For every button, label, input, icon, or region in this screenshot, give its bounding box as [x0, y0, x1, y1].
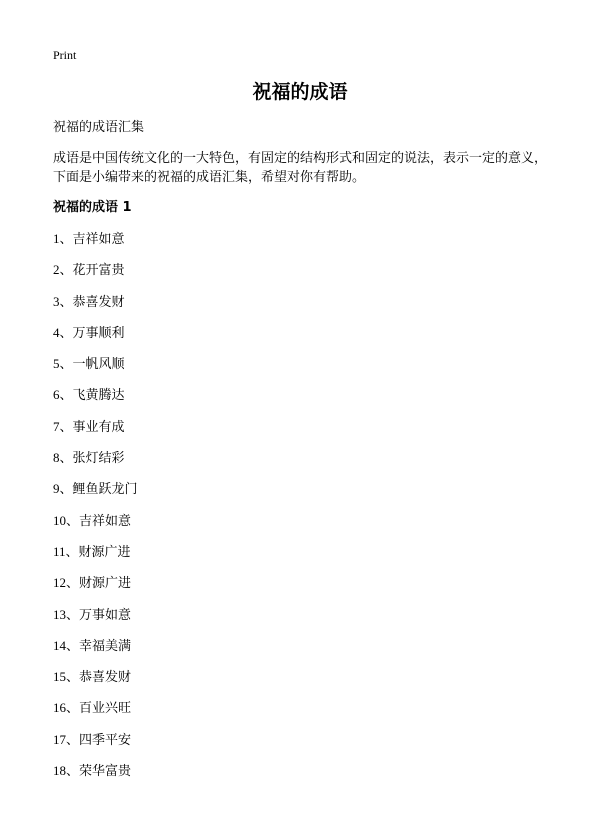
list-item-number: 17	[53, 731, 66, 747]
list-item-number: 8	[53, 450, 60, 466]
list-item-number: 15	[53, 669, 66, 685]
list-item	[53, 293, 138, 324]
list-item-text: 荣华富贵	[79, 764, 132, 780]
list-item-separator: 、	[66, 607, 80, 623]
list-item-text: 万事如意	[79, 607, 132, 623]
list-item-number: 7	[53, 418, 60, 434]
idiom-list	[53, 230, 138, 793]
list-item-separator: 、	[66, 670, 80, 686]
list-item-text: 四季平安	[79, 732, 132, 748]
list-item-number: 3	[53, 293, 60, 309]
list-item	[53, 418, 138, 449]
list-item-text: 财源广进	[79, 576, 132, 592]
list-item-separator: 、	[59, 419, 73, 435]
list-item	[53, 543, 138, 574]
list-item	[53, 762, 138, 793]
list-item-number: 9	[53, 481, 60, 497]
list-item	[53, 230, 138, 261]
list-item-separator: 、	[59, 451, 73, 467]
list-item-number: 18	[53, 763, 66, 779]
list-item-text: 恭喜发财	[79, 670, 132, 686]
list-item-separator: 、	[59, 357, 73, 373]
list-item-separator: 、	[59, 325, 73, 341]
list-item	[53, 731, 138, 762]
list-item-number: 6	[53, 387, 60, 403]
list-item	[53, 480, 138, 511]
list-item-number: 5	[53, 356, 60, 372]
list-item-separator: 、	[65, 544, 79, 560]
list-item-text: 花开富贵	[72, 263, 125, 279]
list-item-separator: 、	[66, 576, 80, 592]
list-item-separator: 、	[59, 388, 73, 404]
list-item-separator: 、	[66, 513, 80, 529]
list-item-number: 2	[53, 262, 60, 278]
list-item	[53, 637, 138, 668]
list-item-text: 吉祥如意	[72, 232, 125, 247]
list-item	[53, 606, 138, 637]
list-item-text: 百业兴旺	[79, 701, 132, 717]
list-item-separator: 、	[66, 638, 80, 654]
list-item-text: 吉祥如意	[79, 513, 132, 529]
list-item-number: 4	[53, 324, 60, 340]
list-item-number: 16	[53, 700, 66, 716]
list-item-text: 财源广进	[78, 544, 131, 560]
list-item-number: 12	[53, 575, 66, 591]
list-item	[53, 699, 138, 730]
list-item-text: 鲤鱼跃龙门	[72, 482, 138, 498]
section-heading: 祝福的成语 1	[53, 200, 132, 215]
list-item-text: 幸福美满	[79, 638, 132, 654]
list-item	[53, 324, 138, 355]
list-item-number: 1	[53, 231, 60, 246]
list-item-separator: 、	[59, 232, 73, 247]
list-item-text: 张灯结彩	[72, 451, 125, 467]
list-item-separator: 、	[66, 764, 80, 780]
list-item-number: 14	[53, 637, 66, 653]
list-item	[53, 449, 138, 480]
list-item-separator: 、	[66, 701, 80, 717]
list-item-separator: 、	[66, 732, 80, 748]
list-item-number: 10	[53, 512, 66, 528]
list-item-text: 事业有成	[72, 419, 125, 435]
list-item-text: 恭喜发财	[72, 294, 125, 310]
list-item	[53, 355, 138, 386]
list-item-separator: 、	[59, 294, 73, 310]
list-item-number: 11	[53, 543, 66, 559]
list-item-number: 13	[53, 606, 66, 622]
list-item	[53, 386, 138, 417]
document-subtitle: 祝福的成语汇集	[53, 120, 145, 135]
list-item-separator: 、	[59, 482, 73, 498]
list-item-text: 飞黄腾达	[72, 388, 125, 404]
page-title: 祝福的成语	[252, 81, 348, 103]
intro-paragraph: 成语是中国传统文化的一大特色，有固定的结构形式和固定的说法，表示一定的意义，下面是小编带来的祝福的成语汇集，希望对你有帮助。	[53, 151, 548, 185]
print-label: Print	[53, 48, 77, 62]
list-item-text: 万事顺利	[72, 325, 125, 341]
list-item-text: 一帆风顺	[72, 357, 125, 373]
list-item	[53, 668, 138, 699]
list-item-separator: 、	[59, 263, 73, 279]
list-item	[53, 261, 138, 292]
list-item	[53, 512, 138, 543]
list-item	[53, 574, 138, 605]
